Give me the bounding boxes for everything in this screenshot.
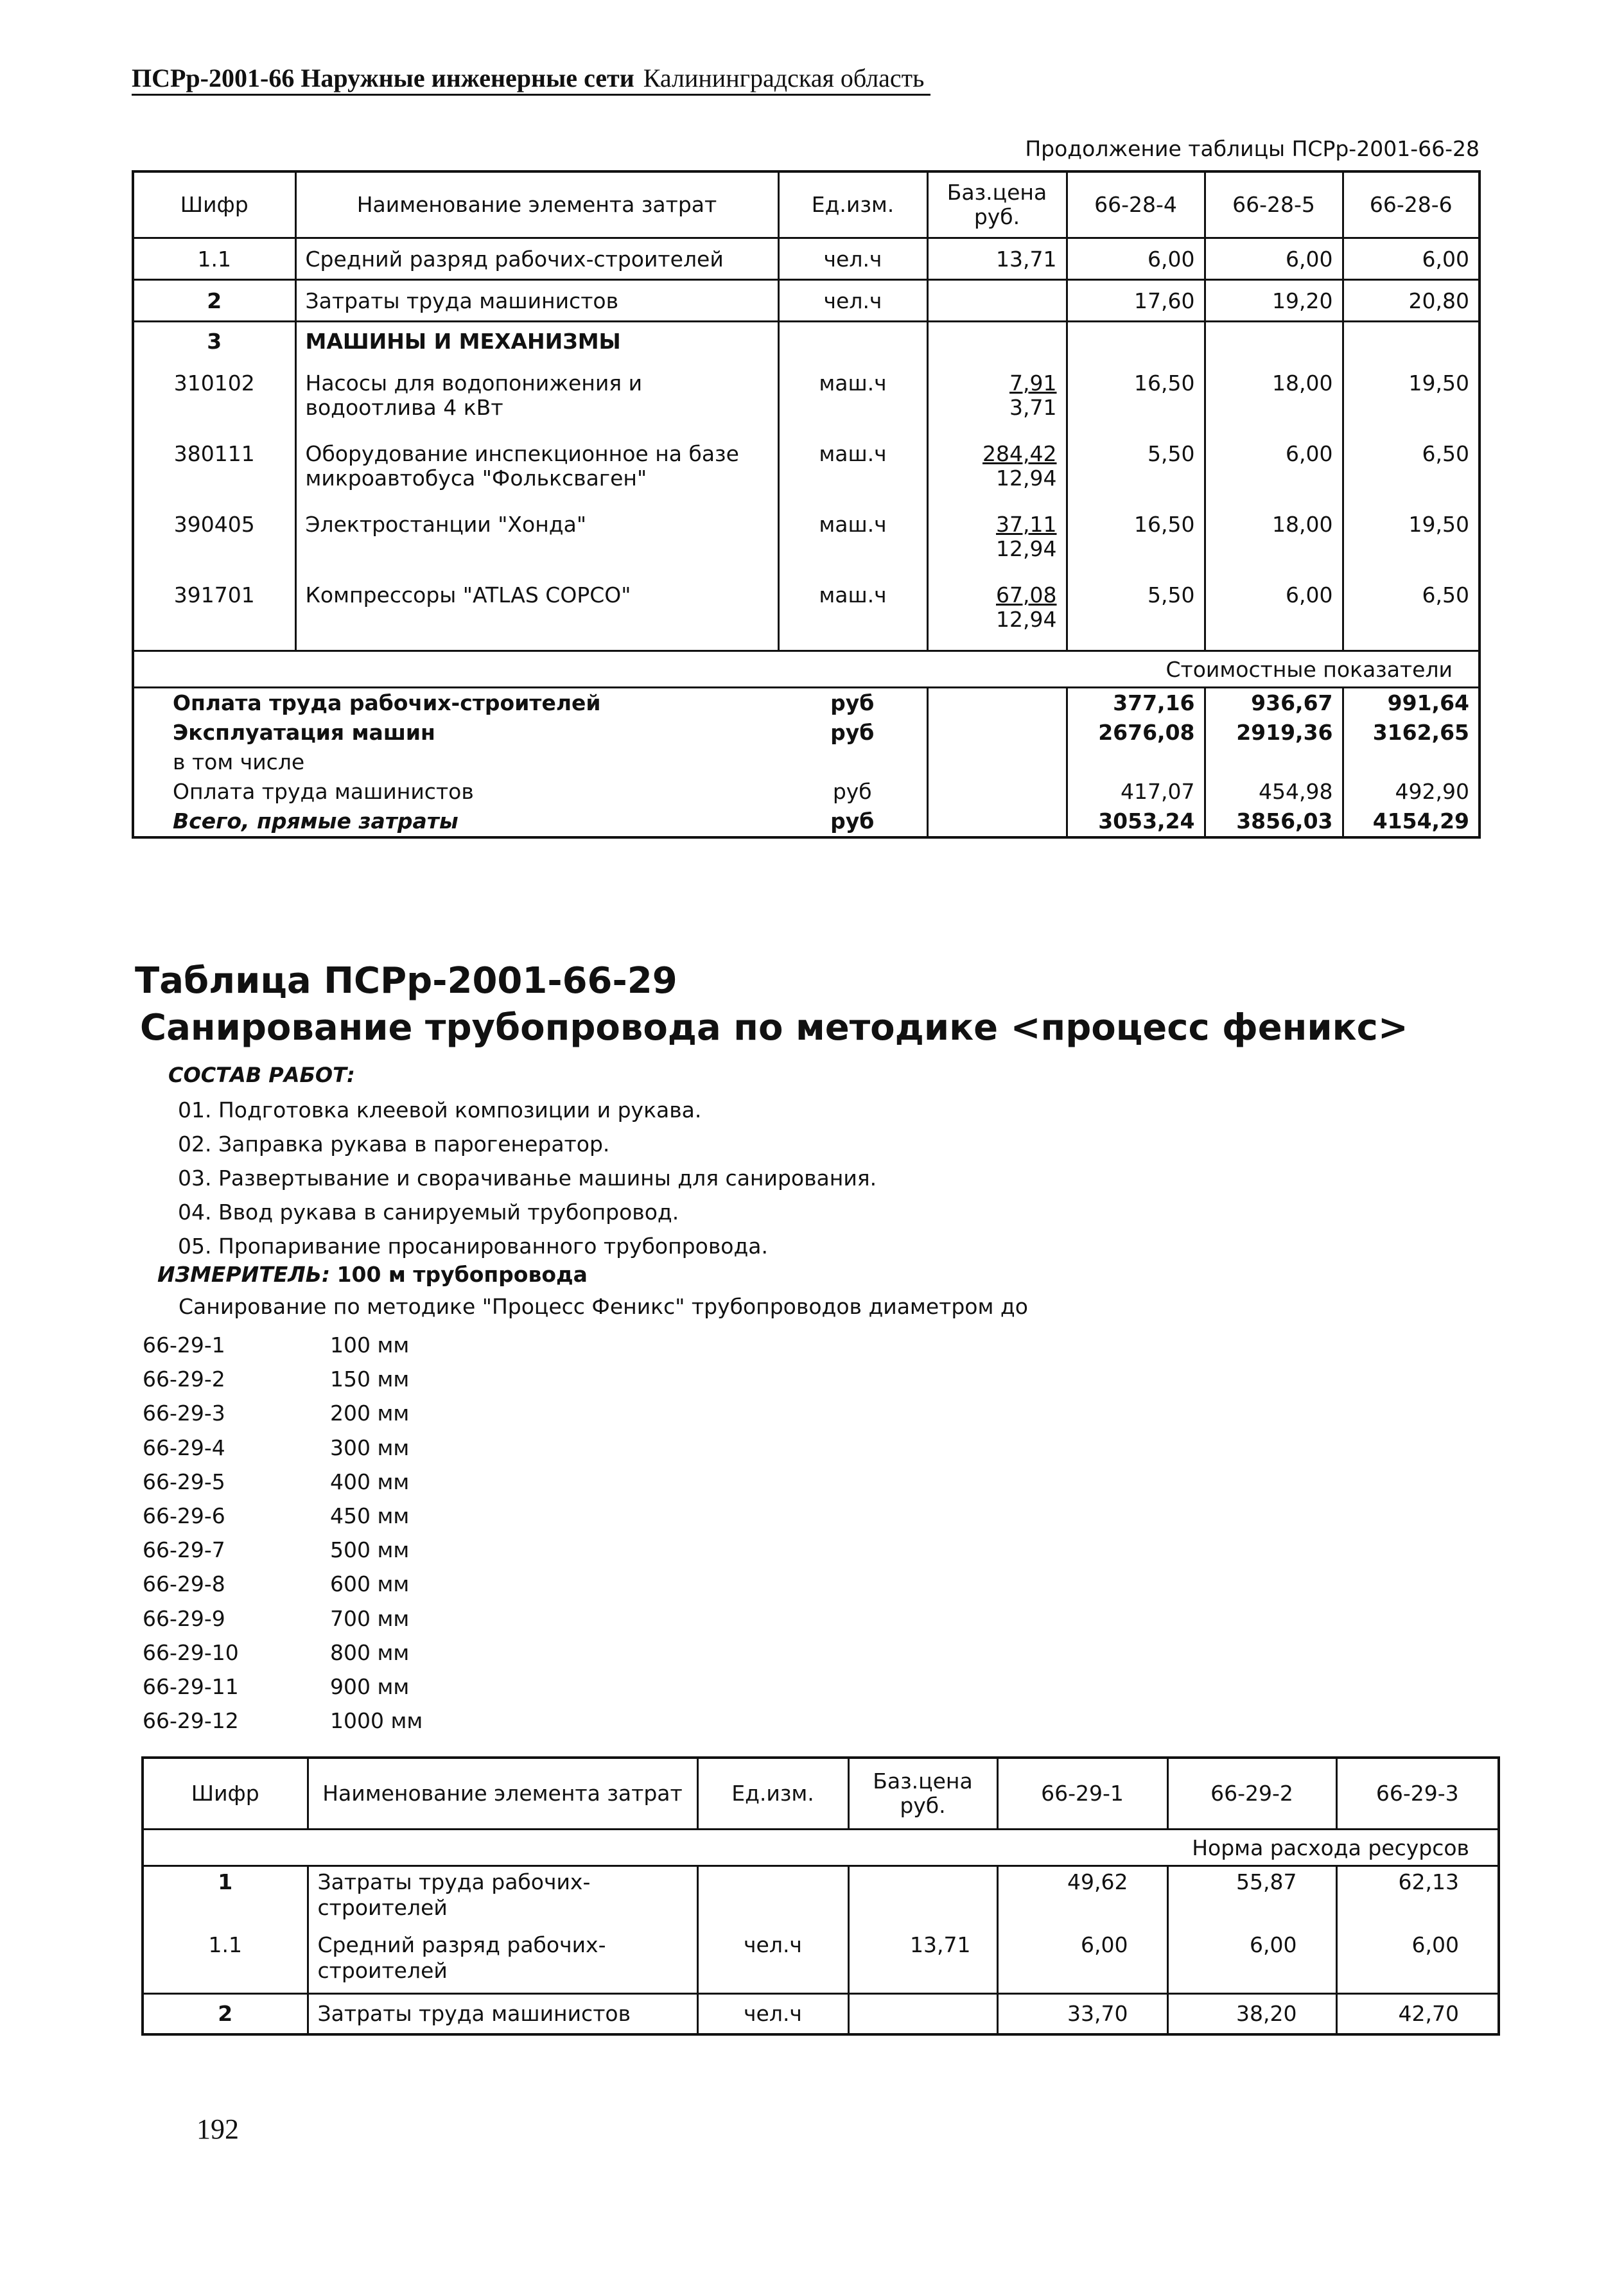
total-row (133, 718, 1480, 747)
total-value: 492,90 (1343, 777, 1480, 807)
row-name: Оборудование инспекционное на базе микроавтобуса "Фольксваген" (295, 438, 778, 509)
table-row (133, 322, 1480, 368)
row-price: 284,42 (982, 441, 1057, 466)
table1-caption: Продолжение таблицы ПСРр-2001-66-28 (1025, 136, 1480, 161)
total-value: 3856,03 (1205, 807, 1343, 837)
column-header: 66-29-1 (997, 1758, 1167, 1830)
row-value: 6,00 (1343, 238, 1480, 280)
work-steps-list (178, 1093, 877, 1263)
header-region: Калининградская область (643, 64, 925, 92)
diameter-code: 66-29-12 (143, 1708, 239, 1734)
row-code: 390405 (133, 509, 295, 579)
column-header: Ед.изм. (778, 171, 927, 238)
diameter-size: 100 мм (330, 1333, 410, 1358)
list-item: 03. Развертывание и сворачиванье машины для санирования. (178, 1166, 877, 1191)
table-row (133, 280, 1480, 322)
row-code: 1 (143, 1866, 308, 1930)
row-value: 6,00 (1205, 238, 1343, 280)
row-price (848, 1866, 997, 1930)
table-header-row (133, 171, 1480, 238)
column-header: Шифр (133, 171, 295, 238)
diameter-size: 1000 мм (330, 1708, 423, 1734)
total-name: Эксплуатация машин (173, 720, 435, 745)
diameter-code: 66-29-4 (143, 1435, 225, 1460)
total-value: 377,16 (1067, 688, 1205, 719)
list-item (143, 1328, 423, 1362)
diameter-size: 450 мм (330, 1503, 410, 1529)
row-value: 18,00 (1205, 367, 1343, 438)
row-value: 16,50 (1067, 509, 1205, 579)
row-value: 6,00 (997, 1930, 1167, 1994)
diameter-code: 66-29-1 (143, 1333, 225, 1358)
diameter-size: 900 мм (330, 1674, 410, 1700)
diameter-code: 66-29-7 (143, 1537, 225, 1563)
row-code: 391701 (133, 579, 295, 651)
column-header: Ед.изм. (697, 1758, 848, 1830)
total-value: 991,64 (1343, 688, 1480, 719)
column-header: 66-28-6 (1343, 171, 1480, 238)
diameter-code: 66-29-11 (143, 1674, 239, 1700)
total-value: 417,07 (1067, 777, 1205, 807)
row-unit: маш.ч (778, 367, 927, 438)
row-unit: чел.ч (778, 280, 927, 322)
total-name: Всего, прямые затраты (173, 808, 458, 834)
table-row (133, 509, 1480, 579)
row-value: 6,50 (1343, 579, 1480, 651)
row-price-cell (927, 438, 1067, 509)
total-unit: руб (832, 779, 872, 804)
resource-table-66-28 (132, 170, 1481, 839)
table-row (133, 238, 1480, 280)
diameter-size: 300 мм (330, 1435, 410, 1460)
column-header: Наименование элемента затрат (308, 1758, 697, 1830)
row-price-cell (927, 579, 1067, 651)
row-code: 1.1 (133, 238, 295, 280)
row-value: 5,50 (1067, 438, 1205, 509)
list-item (143, 1636, 423, 1670)
list-item (143, 1533, 423, 1567)
list-item: 05. Пропаривание просанированного трубопровода. (178, 1234, 768, 1259)
row-name: Затраты труда рабочих-строителей (308, 1866, 697, 1930)
diameter-code: 66-29-9 (143, 1605, 225, 1631)
total-name: Оплата труда машинистов (173, 779, 474, 804)
row-value: 6,00 (1205, 438, 1343, 509)
row-price-wage: 12,94 (996, 607, 1057, 632)
list-item: 02. Заправка рукава в парогенератор. (178, 1132, 610, 1157)
row-name: Затраты труда машинистов (295, 280, 778, 322)
row-value: 20,80 (1343, 280, 1480, 322)
list-item (143, 1567, 423, 1601)
diameter-size: 200 мм (330, 1401, 410, 1426)
total-value: 936,67 (1205, 688, 1343, 719)
row-price-wage: 12,94 (996, 536, 1057, 561)
row-unit (697, 1866, 848, 1930)
row-price (848, 1994, 997, 2035)
row-code: 380111 (133, 438, 295, 509)
row-name: Компрессоры "ATLAS COPCO" (295, 579, 778, 651)
row-value: 62,13 (1336, 1866, 1499, 1930)
row-value: 19,50 (1343, 367, 1480, 438)
row-value: 6,00 (1167, 1930, 1336, 1994)
column-header: 66-29-2 (1167, 1758, 1336, 1830)
list-item (143, 1602, 423, 1636)
diameter-code: 66-29-6 (143, 1503, 225, 1529)
row-value: 6,00 (1205, 579, 1343, 651)
total-unit: руб (830, 720, 875, 745)
row-code: 2 (133, 280, 295, 322)
running-header (132, 63, 930, 96)
row-name: Затраты труда машинистов (308, 1994, 697, 2035)
list-item (143, 1670, 423, 1704)
diameter-size: 400 мм (330, 1469, 410, 1494)
list-item (143, 1431, 423, 1465)
table-row (133, 579, 1480, 651)
row-value: 17,60 (1067, 280, 1205, 322)
column-header: Баз.цена руб. (848, 1758, 997, 1830)
diameter-size: 600 мм (330, 1571, 410, 1597)
list-item (143, 1396, 423, 1430)
row-value: 19,20 (1205, 280, 1343, 322)
list-item: 01. Подготовка клеевой композиции и рукава. (178, 1097, 702, 1123)
row-code: 2 (143, 1994, 308, 2035)
diameter-size: 800 мм (330, 1639, 410, 1665)
measure-value: 100 м трубопровода (336, 1262, 588, 1287)
row-value: 42,70 (1336, 1994, 1499, 2035)
total-row (133, 777, 1480, 807)
row-name: МАШИНЫ И МЕХАНИЗМЫ (295, 322, 778, 368)
row-code: 1.1 (143, 1930, 308, 1994)
row-unit: чел.ч (697, 1930, 848, 1994)
diameter-code: 66-29-2 (143, 1367, 225, 1392)
diameter-list (143, 1328, 423, 1738)
header-code-title: ПСРр-2001-66 Наружные инженерные сети (132, 64, 634, 92)
row-name: Электростанции "Хонда" (295, 509, 778, 579)
total-name: в том числе (173, 749, 305, 774)
row-value: 38,20 (1167, 1994, 1336, 2035)
row-unit: чел.ч (697, 1994, 848, 2035)
row-value: 55,87 (1167, 1866, 1336, 1930)
row-price-cell (927, 509, 1067, 579)
table-row (143, 1994, 1499, 2035)
column-header: 66-29-3 (1336, 1758, 1499, 1830)
row-unit: чел.ч (778, 238, 927, 280)
row-price: 37,11 (996, 512, 1057, 537)
section-header-row (133, 651, 1480, 688)
row-unit: маш.ч (778, 509, 927, 579)
row-value: 33,70 (997, 1994, 1167, 2035)
table-title: Таблица ПСРр-2001-66-29 (135, 960, 677, 1002)
total-unit: руб (830, 808, 875, 834)
measure-line (157, 1262, 588, 1287)
list-item (143, 1499, 423, 1533)
row-value: 5,50 (1067, 579, 1205, 651)
row-code: 3 (133, 322, 295, 368)
column-header: Баз.цена руб. (927, 171, 1067, 238)
row-value: 19,50 (1343, 509, 1480, 579)
row-value: 6,50 (1343, 438, 1480, 509)
measure-label: ИЗМЕРИТЕЛЬ: (157, 1262, 331, 1287)
row-price (927, 280, 1067, 322)
total-value: 2919,36 (1205, 718, 1343, 747)
resource-table-66-29 (141, 1756, 1500, 2036)
table-row (143, 1930, 1499, 1994)
cost-section-label: Стоимостные показатели (133, 651, 1480, 688)
diameter-code: 66-29-10 (143, 1639, 239, 1665)
diameter-size: 700 мм (330, 1605, 410, 1631)
norm-label: Норма расхода ресурсов (143, 1830, 1499, 1866)
row-code: 310102 (133, 367, 295, 438)
sanation-description: Санирование по методике "Процесс Феникс" трубопроводов диаметром до (179, 1294, 1028, 1319)
list-item (143, 1465, 423, 1499)
row-value: 16,50 (1067, 367, 1205, 438)
diameter-code: 66-29-3 (143, 1401, 225, 1426)
row-price: 67,08 (996, 582, 1057, 607)
diameter-code: 66-29-8 (143, 1571, 225, 1597)
table-row (143, 1866, 1499, 1930)
column-header: 66-28-5 (1205, 171, 1343, 238)
diameter-size: 500 мм (330, 1537, 410, 1563)
row-name: Средний разряд рабочих-строителей (308, 1930, 697, 1994)
row-name: Насосы для водопонижения и водоотлива 4 кВт (295, 367, 778, 438)
total-unit: руб (778, 688, 927, 719)
list-item (143, 1704, 423, 1738)
section-header-row (143, 1830, 1499, 1866)
row-value: 49,62 (997, 1866, 1167, 1930)
row-value: 6,00 (1067, 238, 1205, 280)
row-unit: маш.ч (778, 579, 927, 651)
total-value: 3053,24 (1067, 807, 1205, 837)
total-row (133, 747, 1480, 777)
total-value: 4154,29 (1343, 807, 1480, 837)
table-row (133, 438, 1480, 509)
row-price-cell (927, 367, 1067, 438)
row-price-wage: 3,71 (1009, 395, 1057, 420)
list-item (143, 1362, 423, 1396)
row-value: 18,00 (1205, 509, 1343, 579)
total-row (133, 807, 1480, 837)
column-header: Наименование элемента затрат (295, 171, 778, 238)
total-name: Оплата труда рабочих-строителей (133, 688, 778, 719)
row-price: 13,71 (927, 238, 1067, 280)
composition-label: СОСТАВ РАБОТ: (168, 1063, 355, 1087)
row-price: 13,71 (848, 1930, 997, 1994)
row-unit: маш.ч (778, 438, 927, 509)
page-number: 192 (196, 2113, 239, 2145)
row-name: Средний разряд рабочих-строителей (295, 238, 778, 280)
table-subtitle: Санирование трубопровода по методике <процесс феникс> (140, 1007, 1408, 1049)
total-value: 454,98 (1205, 777, 1343, 807)
total-value: 2676,08 (1067, 718, 1205, 747)
row-value: 6,00 (1336, 1930, 1499, 1994)
column-header: Шифр (143, 1758, 308, 1830)
row-price-wage: 12,94 (996, 466, 1057, 491)
list-item: 04. Ввод рукава в санируемый трубопровод. (178, 1200, 679, 1225)
diameter-code: 66-29-5 (143, 1469, 225, 1494)
table-header-row (143, 1758, 1499, 1830)
total-row (133, 688, 1480, 719)
column-header: 66-28-4 (1067, 171, 1205, 238)
diameter-size: 150 мм (330, 1367, 410, 1392)
table-row (133, 367, 1480, 438)
row-price: 7,91 (1009, 371, 1057, 396)
total-value: 3162,65 (1343, 718, 1480, 747)
